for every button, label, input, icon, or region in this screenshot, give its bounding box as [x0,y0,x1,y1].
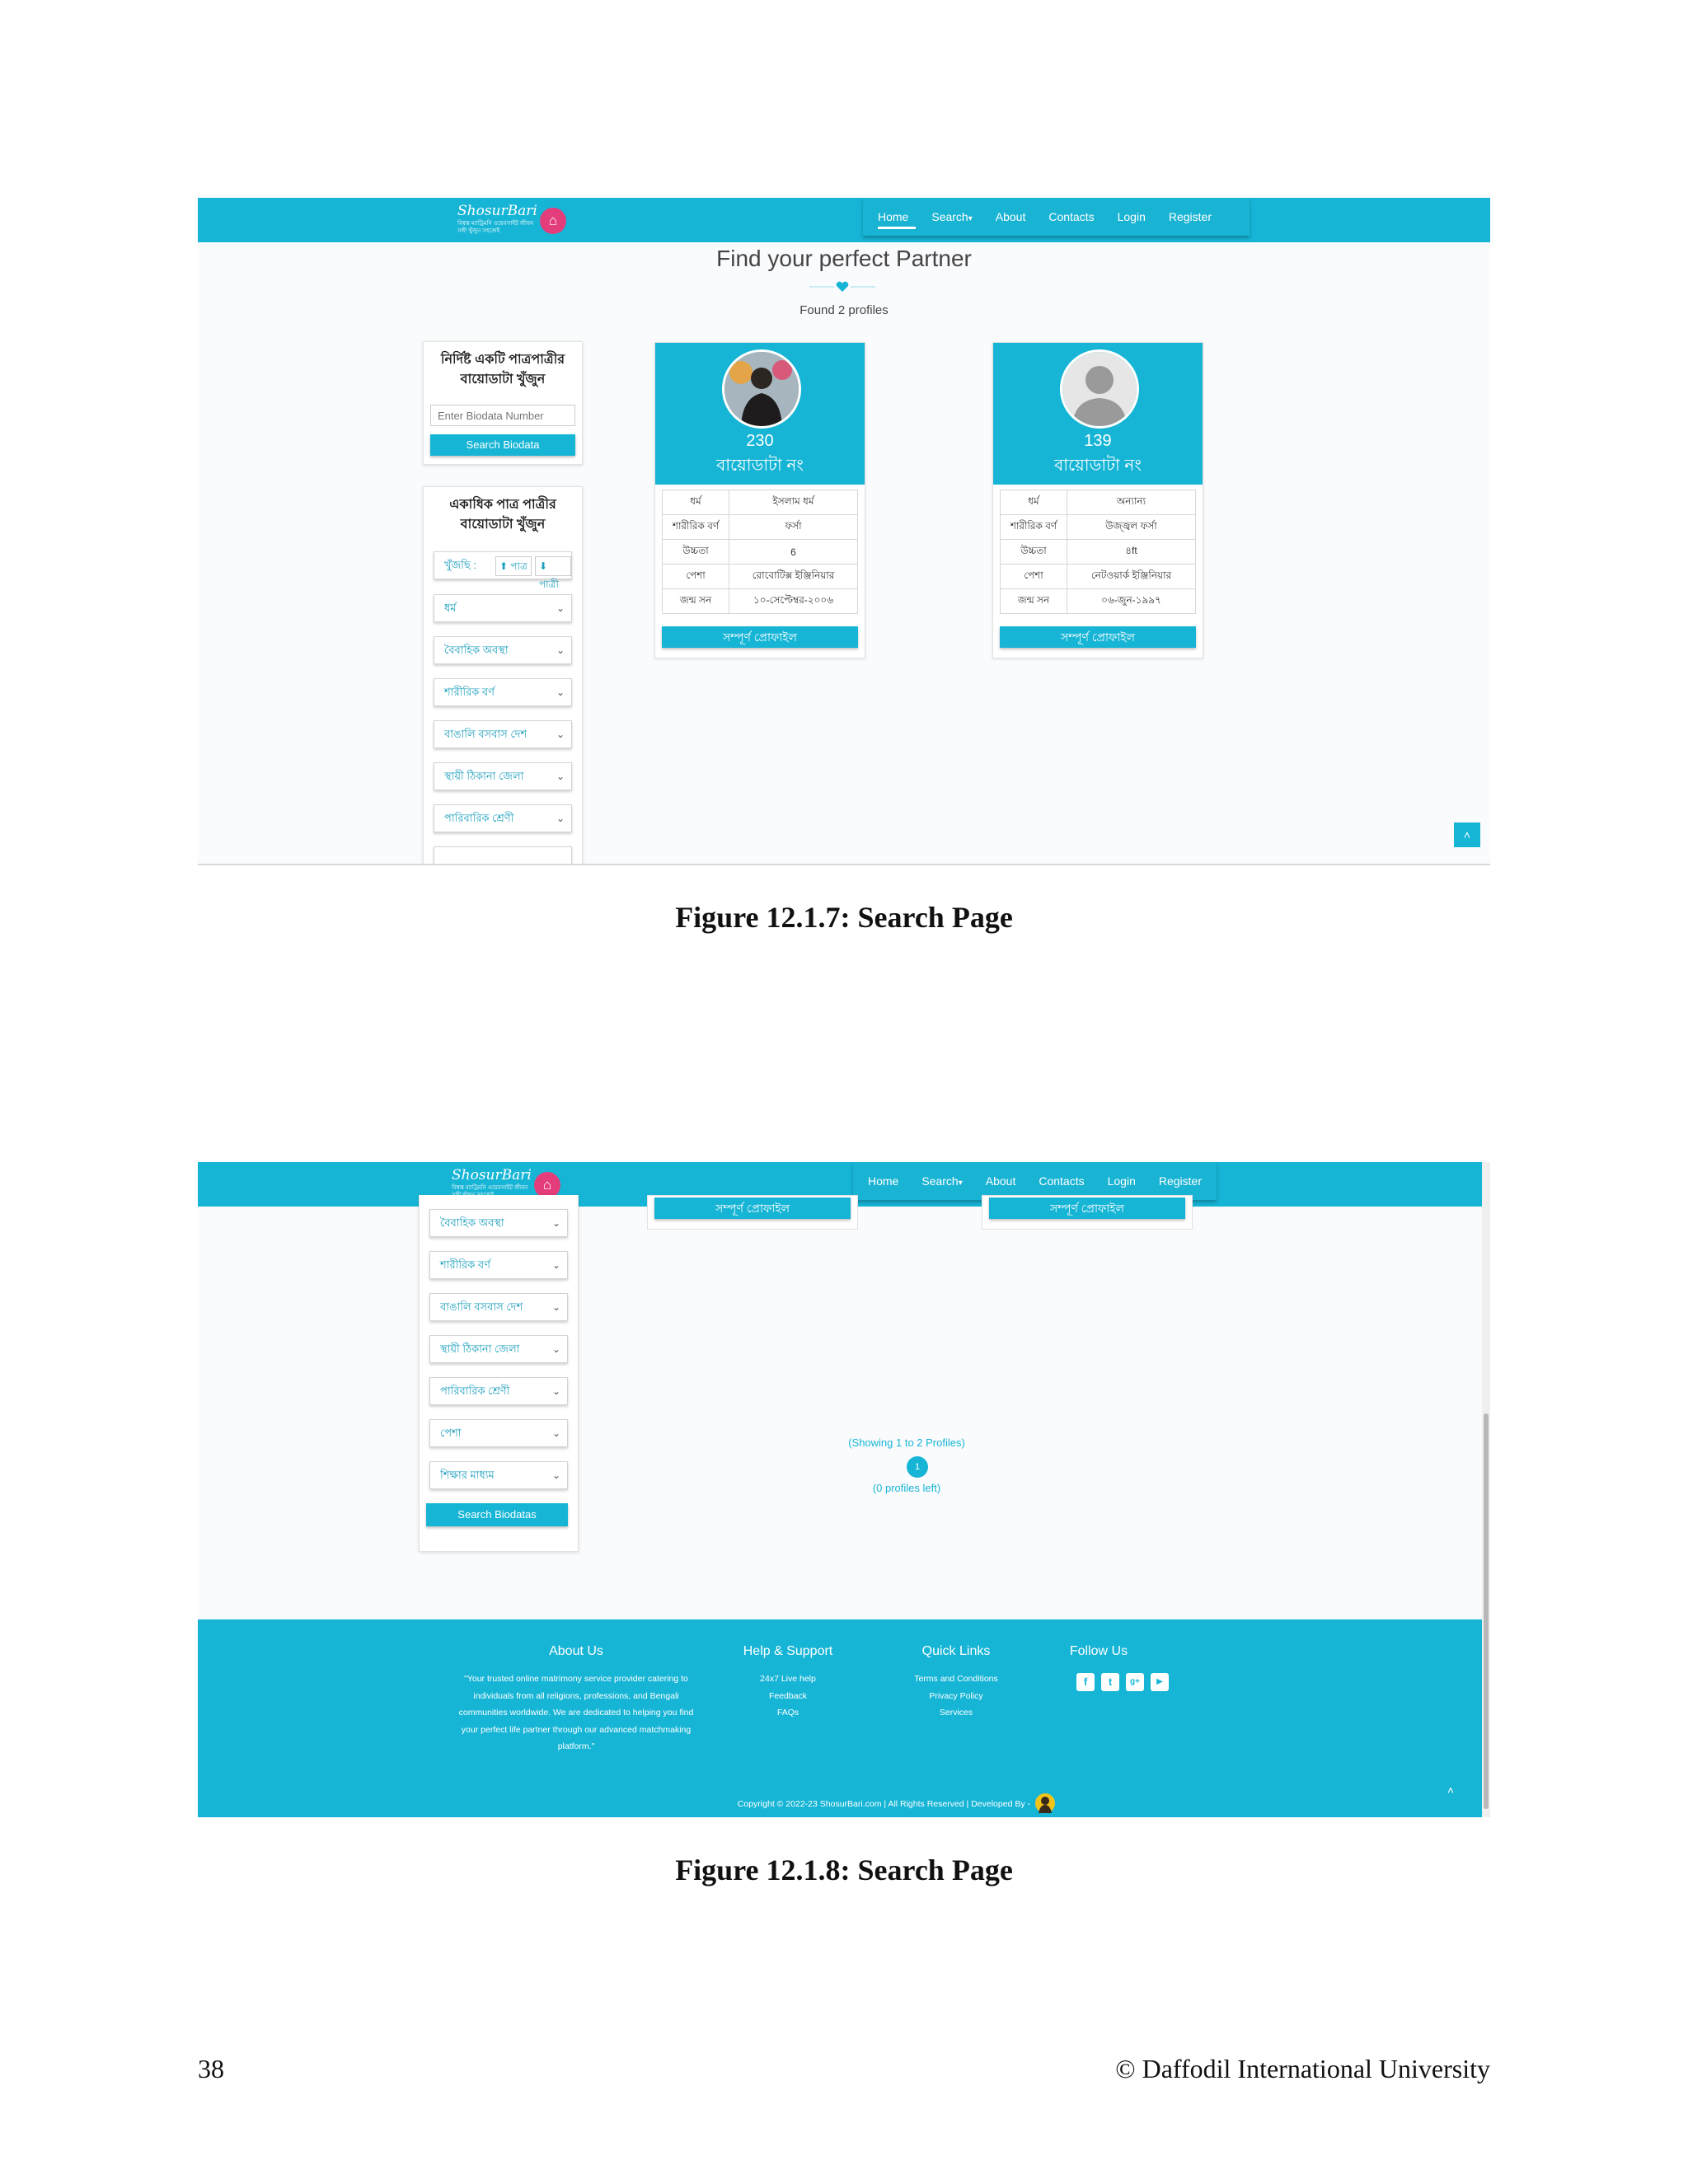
profile-card [982,1195,1193,1230]
active-underline [878,227,916,229]
full-profile-button[interactable]: সম্পূর্ণ প্রোফাইল [654,1197,851,1219]
nav-search[interactable]: Search▾ [921,1174,963,1188]
footer-link[interactable]: FAQs [776,1708,799,1718]
heart-divider-icon [809,281,875,293]
footer-quick-title: Quick Links [921,1644,991,1658]
biodata-number-label: বায়োডাটা নং [716,457,804,475]
chevron-down-icon: ⌄ [556,602,565,614]
footer-about-text: "Your trusted online matrimony service provider catering to individuals from all religions, professions, and Bengali communities worldwide. We are dedicated to helping you find your perfect life partner through our advanced matchmaking platform." [458,1674,694,1751]
navbar [198,198,1490,242]
footer-follow-title: Follow Us [1069,1644,1128,1658]
screenshot-search-page-bottom [198,1162,1490,1817]
house-heart-icon: ⌂ [534,1172,560,1198]
profile-card [992,342,1203,658]
nav-home[interactable]: Home [868,1174,899,1188]
biodata-number-input[interactable] [430,405,575,426]
chevron-down-icon: ⌄ [551,1301,560,1313]
search-biodatas-button[interactable]: Search Biodatas [426,1503,568,1526]
table-row: ধর্ম অন্যান্য [1001,490,1196,515]
brand-tagline: বিশ্বস্ত ম্যাট্রিমনি ওয়েবসাইট জীবন সঙ্গী খুঁজুন সহজেই [457,221,534,234]
chevron-down-icon: ⌄ [556,771,565,782]
footer-help-title: Help & Support [743,1644,833,1658]
chevron-down-icon: ⌄ [551,1217,560,1229]
nav-login[interactable]: Login [1107,1174,1136,1188]
table-row: ধর্ম ইসলাম ধর্ম [663,490,858,515]
chevron-down-icon: ⌄ [551,1259,560,1271]
chevron-down-icon: ▾ [968,214,973,223]
biodata-number: 230 [746,432,774,450]
family-class-select[interactable]: পারিবারিক শ্রেণী ⌄ [429,1377,568,1405]
nav-register[interactable]: Register [1158,1174,1202,1188]
full-profile-button[interactable]: সম্পূর্ণ প্রোফাইল [989,1197,1185,1219]
chevron-down-icon: ⌄ [551,1469,560,1481]
chevron-down-icon: ⌄ [556,687,565,698]
scrollbar[interactable] [1482,1162,1490,1817]
footer-link[interactable]: Services [939,1708,973,1718]
chevron-down-icon: ⌄ [556,729,565,740]
marital-status-select[interactable]: বৈবাহিক অবস্থা ⌄ [429,1209,568,1237]
biodata-number-label: বায়োডাটা নং [1054,457,1142,475]
footer-link[interactable]: 24x7 Live help [760,1674,816,1684]
footer-help-links [747,1671,829,1722]
single-search-heading: নির্দিষ্ট একটি পাত্রপাত্রীর বায়োডাটা খুঁজুন [440,353,565,387]
table-row: জন্ম সন ০৬-জুন-১৯৯৭ [1001,589,1196,614]
nav-menu [863,198,1250,236]
footer-about-title: About Us [549,1644,603,1658]
figure-caption: Figure 12.1.8: Search Page [675,1854,1013,1886]
page-number: 38 [198,2054,224,2083]
religion-select[interactable]: ধর্ম ⌄ [434,594,572,622]
chevron-down-icon: ⌄ [551,1343,560,1355]
footer-quick-links [898,1671,1014,1722]
found-count: Found 2 profiles [799,303,889,317]
site-footer [198,1619,1490,1817]
table-row: শারীরিক বর্ণ ফর্সা [663,515,858,540]
footer-link[interactable]: Feedback [768,1690,808,1701]
screenshot-search-page-top [198,198,1490,865]
page-title: Find your perfect Partner [716,246,972,271]
brand-name: ShosurBari [457,203,537,219]
nav-register[interactable]: Register [1168,210,1212,223]
avatar[interactable] [722,349,801,429]
twitter-icon[interactable]: t [1101,1673,1119,1691]
default-user-icon [1062,352,1137,426]
profile-info-table [662,490,858,614]
footer-copyright: Copyright © 2022-23 ShosurBari.com | All Rights Reserved | Developed By - [737,1799,1030,1809]
chevron-down-icon: ⌄ [556,813,565,824]
brand-name: ShosurBari [452,1167,532,1183]
profile-info-table [1000,490,1196,614]
table-row: পেশা রোবোটিক্স ইঞ্জিনিয়ার [663,565,858,589]
table-row: উচ্চতা ৪ft [1001,540,1196,565]
brand-tagline: বিশ্বস্ত ম্যাট্রিমনি ওয়েবসাইট জীবন [452,1185,528,1191]
footer-link[interactable]: Terms and Conditions [914,1674,998,1684]
profile-card [647,1195,858,1230]
bride-option[interactable]: ⬇ পাত্রী [535,556,571,576]
user-photo-icon [724,352,799,426]
page-number-button[interactable]: 1 [907,1456,928,1478]
scroll-to-top-button[interactable]: ˄ [1454,823,1480,847]
nav-home[interactable]: Home [878,210,909,223]
country-select[interactable]: বাঙালি বসবাস দেশ ⌄ [434,720,572,748]
nav-login[interactable]: Login [1117,210,1146,223]
house-heart-icon: ⌂ [540,208,566,234]
nav-about[interactable]: About [985,1174,1016,1188]
profiles-left-text: (0 profiles left) [872,1482,941,1494]
profile-card [654,342,865,658]
figure-caption: Figure 12.1.7: Search Page [675,901,1013,934]
marital-status-select[interactable]: বৈবাহিক অবস্থা ⌄ [434,636,572,664]
full-profile-button[interactable]: সম্পূর্ণ প্রোফাইল [1000,626,1196,648]
complexion-select[interactable]: শারীরিক বর্ণ ⌄ [434,678,572,706]
table-row: পেশা নেটওয়ার্ক ইঞ্জিনিয়ার [1001,565,1196,589]
country-select[interactable]: বাঙালি বসবাস দেশ ⌄ [429,1293,568,1321]
developer-avatar[interactable] [1035,1793,1055,1813]
university-copyright: © Daffodil International University [1115,2054,1490,2083]
scroll-to-top-button[interactable]: ˄ [1437,1778,1464,1802]
multi-search-heading: একাধিক পাত্র পাত্রীর বায়োডাটা খুঁজুন [449,498,556,532]
table-row: উচ্চতা 6 [663,540,858,565]
complexion-select[interactable]: শারীরিক বর্ণ ⌄ [429,1251,568,1279]
footer-link[interactable]: Privacy Policy [929,1690,983,1701]
scrollbar-thumb[interactable] [1484,1413,1489,1809]
nav-contacts[interactable]: Contacts [1039,1174,1085,1188]
chevron-down-icon: ▾ [958,1179,963,1188]
nav-about[interactable]: About [995,210,1026,223]
chevron-down-icon: ⌄ [551,1385,560,1397]
education-medium-select[interactable]: শিক্ষার মাধ্যম ⌄ [429,1461,568,1489]
profile-card-header [655,343,865,485]
showing-text: (Showing 1 to 2 Profiles) [848,1436,965,1449]
gender-toggle [434,551,572,590]
table-row: জন্ম সন ১০-সেপ্টেম্বর-২০০৬ [663,589,858,614]
facebook-icon[interactable]: f [1076,1673,1095,1691]
multi-search-box [419,1195,579,1552]
district-select[interactable]: স্থায়ী ঠিকানা জেলা ⌄ [429,1335,568,1363]
single-search-box [423,341,583,465]
biodata-number: 139 [1084,432,1112,450]
chevron-down-icon: ⌄ [556,644,565,656]
search-biodata-button[interactable]: Search Biodata [430,434,575,456]
google-plus-icon[interactable]: g+ [1126,1673,1144,1691]
profession-select[interactable]: পেশা ⌄ [429,1419,568,1447]
nav-search[interactable]: Search▾ [931,210,973,223]
chevron-down-icon: ⌄ [551,1427,560,1439]
next-filter-select[interactable] [434,846,572,865]
groom-option[interactable]: ⬆ পাত্র [495,556,532,576]
family-class-select[interactable]: পারিবারিক শ্রেণী ⌄ [434,804,572,832]
site-logo[interactable] [457,203,573,237]
avatar[interactable] [1060,349,1139,429]
youtube-icon[interactable]: ▶ [1151,1673,1169,1691]
looking-for-label: খুঁজছি : [444,559,476,571]
multi-search-box [423,486,583,865]
district-select[interactable]: স্থায়ী ঠিকানা জেলা ⌄ [434,762,572,790]
table-row: শারীরিক বর্ণ উজ্জ্বল ফর্সা [1001,515,1196,540]
developer-icon [1035,1793,1055,1813]
full-profile-button[interactable]: সম্পূর্ণ প্রোফাইল [662,626,858,648]
profile-card-header [993,343,1203,485]
nav-contacts[interactable]: Contacts [1048,210,1095,223]
